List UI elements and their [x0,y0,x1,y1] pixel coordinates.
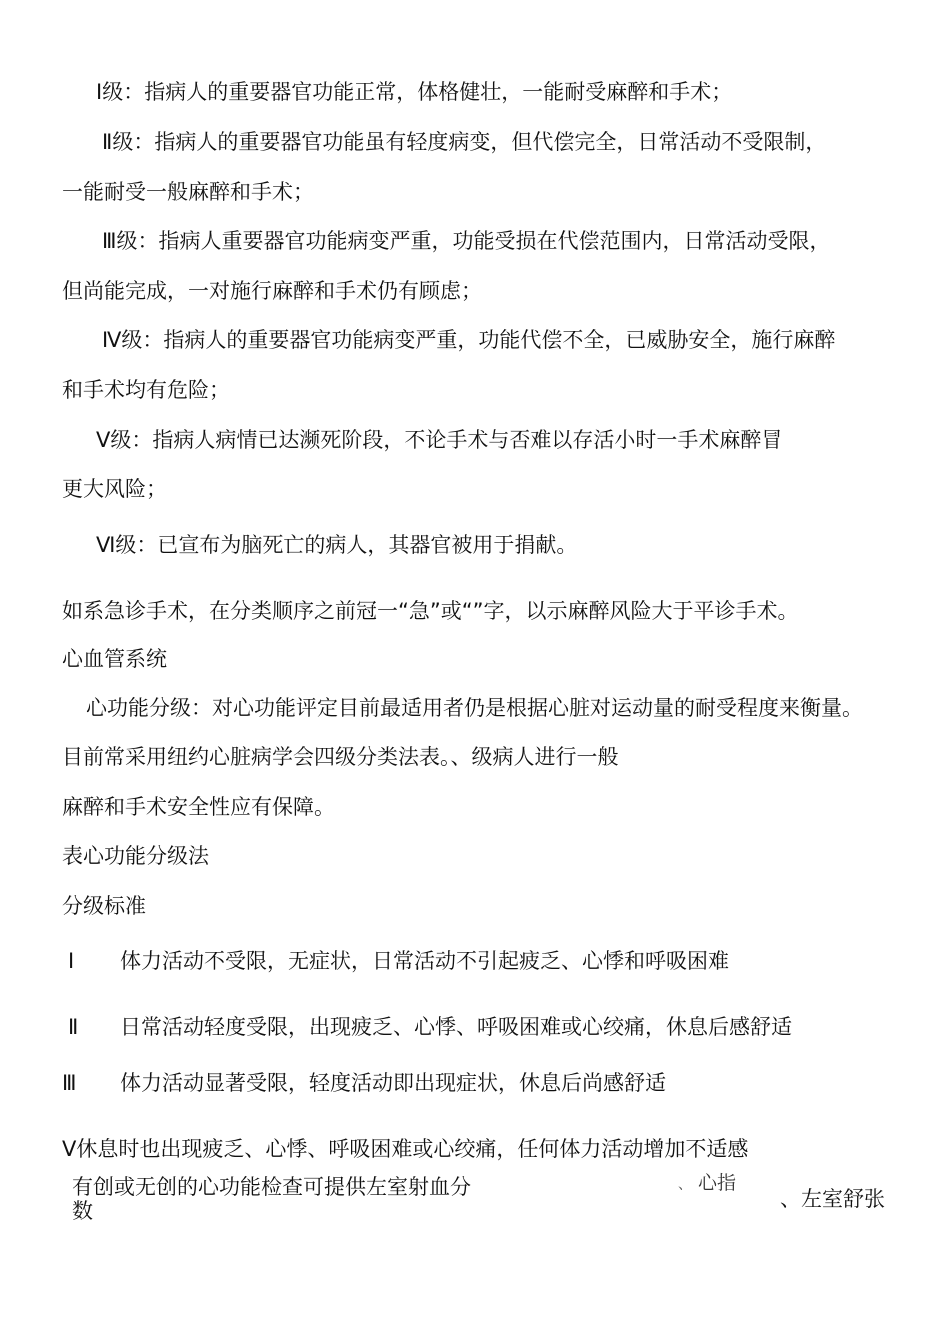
asa-grade-5-cont: 更大风险； [62,477,167,501]
table-row [62,1139,748,1160]
footer-mid-mark: 、 [678,1177,692,1193]
table-row-grade: Ⅴ [62,1138,77,1161]
asa-grade-4 [102,330,835,351]
asa-grade-5-num: Ⅴ [96,429,111,452]
asa-grade-2-text: 级：指病人的重要器官功能虽有轻度病变，但代偿完全，日常活动不受限制， [112,130,827,154]
asa-grade-4-num: Ⅳ [102,329,122,352]
table-row-desc: 体力活动显著受限，轻度活动即出现症状，休息后尚感舒适 [120,1071,666,1095]
table-header: 分级标准 [62,894,146,918]
footer-left: 有创或无创的心功能检查可提供左室射血分 [72,1175,471,1199]
asa-grade-6-text: 级：已宣布为脑死亡的病人，其器官被用于捐献。 [115,533,578,557]
asa-grade-3-cont: 但尚能完成，一对施行麻醉和手术仍有顾虑； [62,279,482,303]
table-row-desc: 休息时也出现疲乏、心悸、呼吸困难或心绞痛，任何体力活动增加不适感 [76,1137,749,1161]
footer-right: 、左室舒张 [780,1187,885,1211]
cardio-paragraph-3: 麻醉和手术安全性应有保障。 [62,795,335,819]
table-title: 表心功能分级法 [62,844,209,868]
asa-grade-1-num: Ⅰ [96,81,103,104]
asa-grade-3-num: Ⅲ [102,230,117,253]
asa-grade-1 [96,82,732,103]
asa-grade-6-num: Ⅵ [96,534,116,557]
asa-grade-2 [102,132,826,153]
asa-grade-2-num: Ⅱ [102,131,113,154]
footer-mid: 心指 [698,1172,737,1194]
table-row-grade: Ⅰ [68,950,75,973]
asa-grade-4-text: 级：指病人的重要器官功能病变严重，功能代偿不全，已威胁安全，施行麻醉 [121,328,836,352]
cardio-paragraph-1: 心功能分级：对心功能评定目前最适用者仍是根据心脏对运动量的耐受程度来衡量。 [86,696,863,720]
table-row-grade: Ⅱ [68,1016,79,1039]
table-row-grade: Ⅲ [62,1072,77,1095]
asa-grade-5 [96,430,782,451]
asa-grade-4-cont: 和手术均有危险； [62,378,230,402]
asa-grade-3-text: 级：指病人重要器官功能病变严重，功能受损在代偿范围内，日常活动受限， [116,229,831,253]
cardio-paragraph-2: 目前常采用纽约心脏病学会四级分类法表。、级病人进行一般 [62,745,619,769]
asa-grade-2-cont: 一能耐受一般麻醉和手术； [62,180,314,204]
cardio-heading: 心血管系统 [62,647,167,671]
asa-grade-5-text: 级：指病人病情已达濒死阶段，不论手术与否难以存活小时一手术麻醉冒 [110,428,783,452]
footer-left-cont: 数 [72,1199,93,1223]
asa-grade-1-text: 级：指病人的重要器官功能正常，体格健壮，一能耐受麻醉和手术； [102,80,733,104]
table-row-desc: 日常活动轻度受限，出现疲乏、心悸、呼吸困难或心绞痛，休息后感舒适 [120,1015,792,1039]
emergency-note: 如系急诊手术，在分类顺序之前冠一“急”或“”字，以示麻醉风险大于平诊手术。 [62,599,799,623]
table-row-desc: 体力活动不受限，无症状，日常活动不引起疲乏、心悸和呼吸困难 [120,949,729,973]
asa-grade-6 [96,535,577,556]
asa-grade-3 [102,231,830,252]
